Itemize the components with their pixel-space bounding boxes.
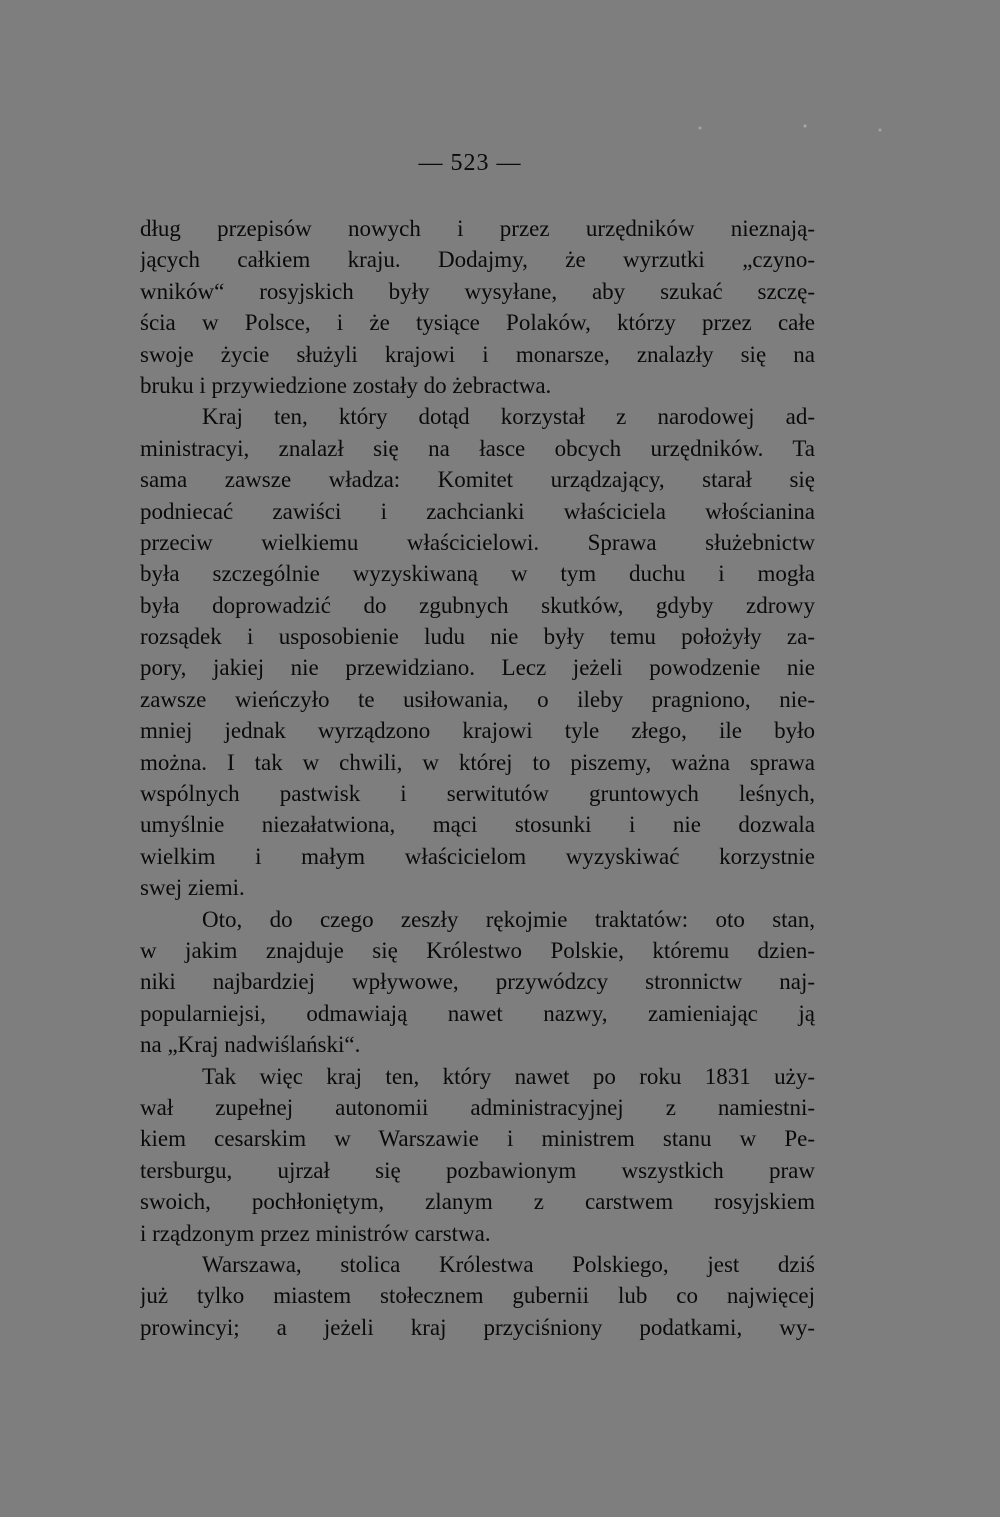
scan-noise [640, 118, 940, 138]
text-line: dług przepisów nowych i przez urzędników nieznają- [140, 216, 815, 241]
text-line: wielkim i małym właścicielom wyzyskiwać korzystnie [140, 843, 815, 869]
text-line: swej ziemi. [140, 875, 245, 901]
text-line: bruku i przywiedzione zostały do żebractwa. [140, 372, 552, 398]
text-line: niki najbardziej wpływowe, przywódzcy stronnictw naj- [140, 969, 815, 995]
text-line: była doprowadzić do zgubnych skutków, gdyby zdrowy [140, 592, 815, 618]
text-line: kiem cesarskim w Warszawie i ministrem stanu w Pe- [140, 1126, 815, 1152]
text-line: jących całkiem kraju. Dodajmy, że wyrzutki „czyno- [140, 247, 815, 273]
page-number: — 523 — [418, 150, 522, 176]
text-line: wał zupełnej autonomii administracyjnej z namiestni- [140, 1094, 815, 1120]
text-line: już tylko miastem stołecznem gubernii lub co najwięcej [140, 1283, 815, 1309]
text-line: ścia w Polsce, i że tysiące Polaków, którzy przez całe [140, 310, 815, 336]
text-line: swoich, pochłoniętym, zlanym z carstwem rosyjskiem [140, 1189, 815, 1215]
text-line: Tak więc kraj ten, który nawet po roku 1831 uży- [202, 1063, 815, 1089]
text-line: można. I tak w chwili, w której to piszemy, ważna sprawa [140, 749, 815, 775]
text-line: zawsze wieńczyło te usiłowania, o ileby pragniono, nie- [140, 686, 815, 712]
text-line: pory, jakiej nie przewidziano. Lecz jeżeli powodzenie nie [140, 655, 815, 681]
text-line: tersburgu, ujrzał się pozbawionym wszystkich praw [140, 1157, 815, 1183]
text-line: i rządzonym przez ministrów carstwa. [140, 1220, 491, 1246]
text-line: popularniejsi, odmawiają nawet nazwy, zamieniając ją [140, 1000, 815, 1026]
text-line: sama zawsze władza: Komitet urządzający, starał się [140, 467, 815, 493]
text-line: podniecać zawiści i zachcianki właściciela włościanina [140, 498, 815, 524]
text-line: umyślnie niezałatwiona, mąci stosunki i nie dozwala [140, 812, 815, 838]
text-line: przeciw wielkiemu właścicielowi. Sprawa służebnictw [140, 529, 815, 555]
text-line: mniej jednak wyrządzono krajowi tyle złego, ile było [140, 718, 815, 744]
text-line: ministracyi, znalazł się na łasce obcych urzędników. Ta [140, 435, 815, 461]
text-line: Warszawa, stolica Królestwa Polskiego, jest dziś [202, 1251, 815, 1277]
text-line: rozsądek i usposobienie ludu nie były temu położyły za- [140, 624, 815, 650]
text-line: Oto, do czego zeszły rękojmie traktatów: oto stan, [202, 906, 815, 932]
text-line: wników“ rosyjskich były wysyłane, aby szukać szczę- [140, 278, 815, 304]
text-line: Kraj ten, który dotąd korzystał z narodowej ad- [202, 404, 815, 430]
text-line: wspólnych pastwisk i serwitutów gruntowych leśnych, [140, 781, 815, 807]
text-line: swoje życie służyli krajowi i monarsze, znalazły się na [140, 341, 815, 367]
text-line: na „Kraj nadwiślański“. [140, 1032, 361, 1058]
body-text [140, 213, 815, 1343]
text-line: prowincyi; a jeżeli kraj przyciśniony podatkami, wy- [140, 1314, 815, 1340]
text-line: była szczególnie wyzyskiwaną w tym duchu i mogła [140, 561, 815, 587]
text-line: w jakim znajduje się Królestwo Polskie, któremu dzien- [140, 937, 815, 963]
